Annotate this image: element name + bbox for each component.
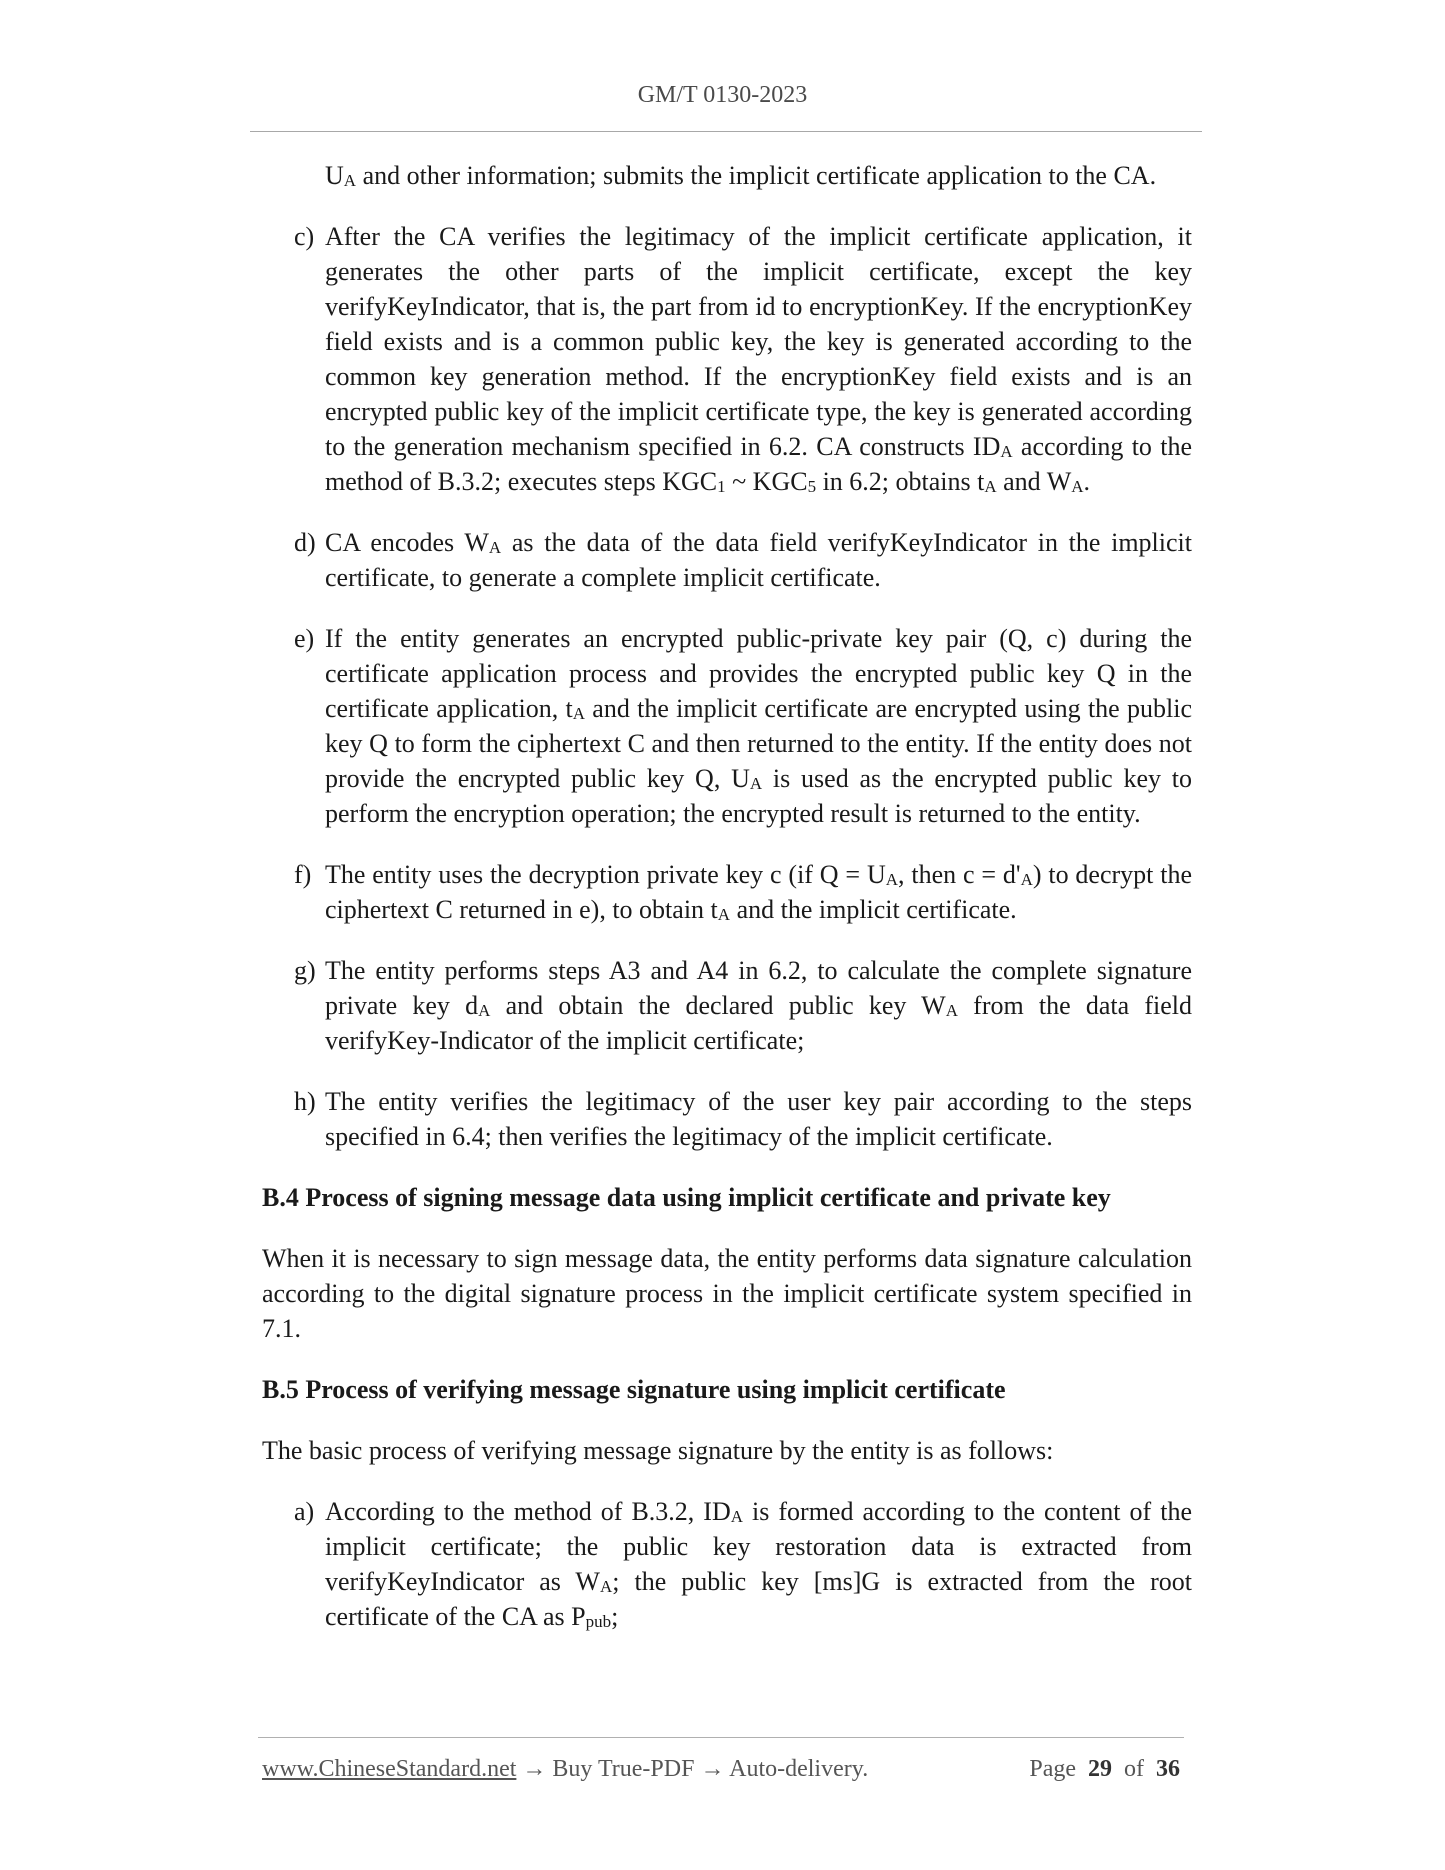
header-divider (250, 131, 1202, 132)
footer-promo-text: → Buy True-PDF → Auto-delivery. (516, 1756, 869, 1782)
item-b-continuation: $U_A$ and other information; submits the implicit certificate application to the CA. (325, 161, 1157, 190)
section-heading-b5: B.5 Process of verifying message signature using implicit certificate (262, 1375, 1006, 1404)
page-footer (262, 1756, 1180, 1783)
list-label: f) (294, 860, 312, 889)
list-item-h: h) The entity verifies the legitimacy of the user key pair according to the steps specified in 6.4; then verifies the legitimacy of the implicit certificate. (262, 1084, 1192, 1154)
section-b5-intro: The basic process of verifying message signature by the entity is as follows: (262, 1436, 1054, 1465)
list-item-d: d) CA encodes $W_A$ as the data of the data field verifyKeyIndicator in the implicit certificate, to generate a complete implicit certificate. (262, 525, 1192, 595)
list-item-e: e) If the entity generates an encrypted public-private key pair (Q, c) during the certificate application process and provides the encrypted public key Q in the certificate application, $t_A$ and the implicit certificate are encrypted using the public key Q to form the ciphertext C and then returned to the entity. If the entity does not provide the encrypted public key Q, $U_A$ is used as the encrypted public key to perform the encryption operation; the encrypted result is returned to the entity. (262, 621, 1192, 831)
list-label: h) (294, 1087, 316, 1116)
list-item-f: f) The entity uses the decryption private key c (if $Q = U_A$, then $c = d'_A$) to decrypt the ciphertext C returned in e), to obtain $t_A$ and the implicit certificate. (262, 857, 1192, 927)
list-label: c) (294, 222, 315, 251)
list-item-c: c) After the CA verifies the legitimacy of the implicit certificate application, it generates the other parts of the implicit certificate, except the key verifyKeyIndicator, that is, the part from id to encryptionKey. If the encryptionKey field exists and is a common public key, the key is generated according to the common key generation method. If the encryptionKey field exists and is an encrypted public key of the implicit certificate type, the key is generated according to the generation mechanism specified in 6.2. CA constructs $ID_A$ according to the method of B.3.2; executes steps $KGC_1$ ~ $KGC_5$ in 6.2; obtains $t_A$ and $W_A$. (262, 219, 1192, 499)
list-item-g: g) The entity performs steps A3 and A4 in 6.2, to calculate the complete signature private key $d_A$ and obtain the declared public key $W_A$ from the data field verifyKey-Indicator of the implicit certificate; (262, 953, 1192, 1058)
current-page-number: 29 (1088, 1756, 1112, 1782)
section-heading-b4: B.4 Process of signing message data using implicit certificate and private key (262, 1183, 1111, 1212)
list-item-b5-a: a) According to the method of B.3.2, $ID_A$ is formed according to the content of the implicit certificate; the public key restoration data is extracted from verifyKeyIndicator as $W_A$; the public key [ms]G is extracted from the root certificate of the CA as $P_{pub}$; (262, 1494, 1192, 1634)
section-b4-paragraph: When it is necessary to sign message data, the entity performs data signature calculation according to the digital signature process in the implicit certificate system specified in 7.1. (262, 1244, 1192, 1343)
total-page-count: 36 (1156, 1756, 1180, 1782)
list-label: e) (294, 624, 315, 653)
list-label: a) (294, 1497, 315, 1526)
document-body (262, 158, 1192, 1660)
list-label: d) (294, 528, 316, 557)
page-indicator: Page 29 of 36 (1029, 1756, 1180, 1782)
footer-divider (258, 1737, 1184, 1738)
site-link[interactable]: www.ChineseStandard.net (262, 1756, 517, 1782)
list-label: g) (294, 956, 316, 985)
page-header: GM/T 0130-2023 (637, 82, 808, 108)
